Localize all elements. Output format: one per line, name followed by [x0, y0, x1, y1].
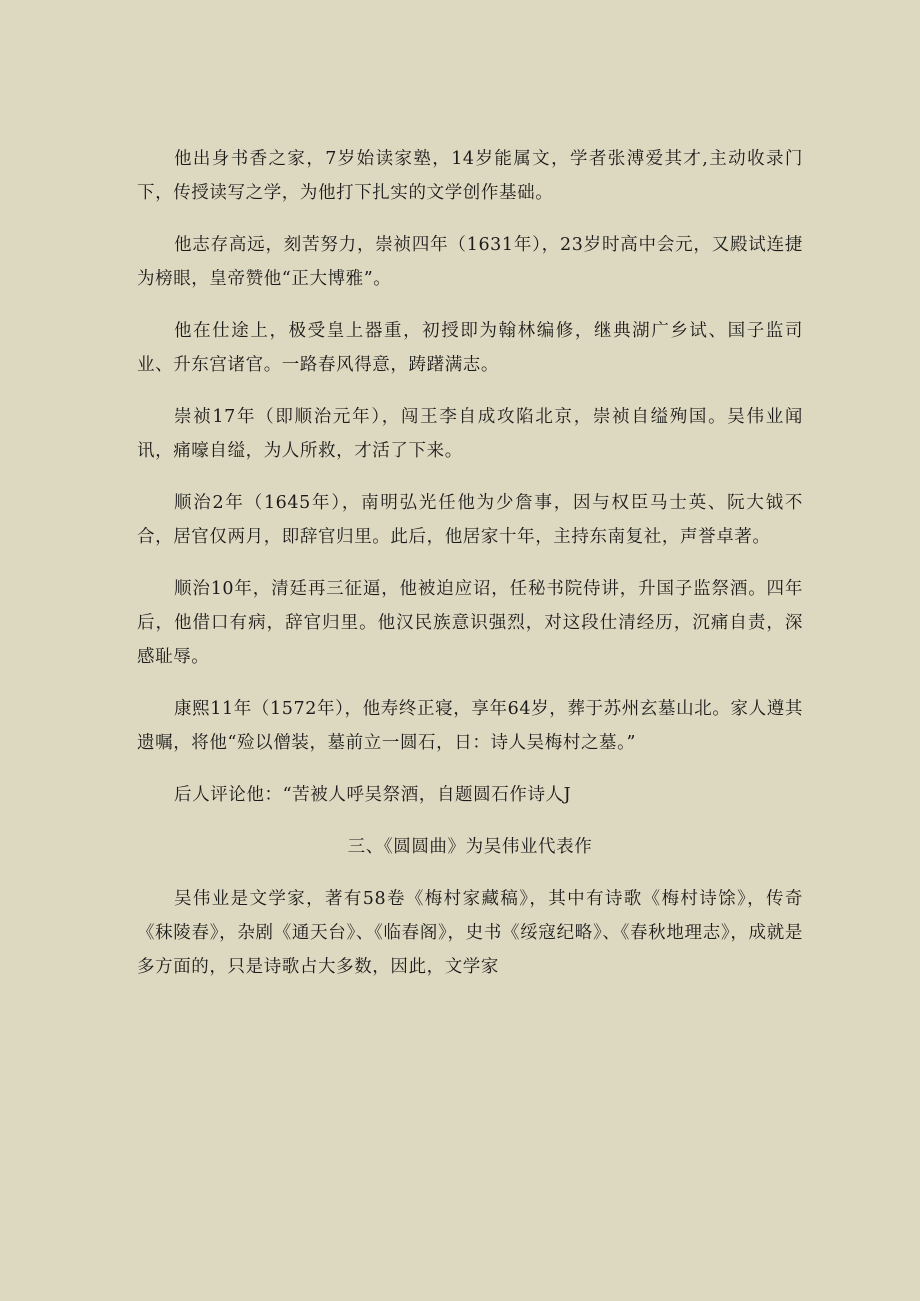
- paragraph-family-background: 他出身书香之家，7岁始读家塾，14岁能属文，学者张溥爱其才,主动收录门下，传授读写之学，为他打下扎实的文学创作基础。: [137, 149, 803, 203]
- paragraph-shunzhi-10: 顺治10年，清廷再三征逼，他被迫应诏，任秘书院侍讲，升国子监祭酒。四年后，他借口有病，辞官归里。他汉民族意识强烈，对这段仕清经历，沉痛自责，深感耻辱。: [137, 579, 803, 667]
- paragraph-official-career: 他在仕途上，极受皇上器重，初授即为翰林编修，继典湖广乡试、国子监司业、升东宫诸官。一路春风得意，踌躇满志。: [137, 321, 803, 375]
- document-page: [137, 142, 803, 1002]
- paragraph-fall-of-beijing: 崇祯17年（即顺治元年），闯王李自成攻陷北京，崇祯自缢殉国。吴伟业闻讯，痛嚎自缢，为人所救，才活了下来。: [137, 407, 803, 461]
- section-heading: 三、《圆圆曲》为吴伟业代表作: [347, 837, 593, 857]
- paragraph-later-comment: 后人评论他：“苦被人呼吴祭酒，自题圆石作诗人J: [174, 785, 572, 805]
- paragraph-literary-works: 吴伟业是文学家，著有58卷《梅村家藏稿》，其中有诗歌《梅村诗馀》，传奇《秣陵春》，杂剧《通天台》、《临春阁》，史书《绥寇纪略》、《春秋地理志》，成就是多方面的，只是诗歌占大多数，因此，文学家: [137, 889, 803, 977]
- paragraph-death: 康熙11年（1572年），他寿终正寝，享年64岁，葬于苏州玄墓山北。家人遵其遗嘱，将他“殓以僧装，墓前立一圆石，日：诗人吴梅村之墓。”: [137, 699, 803, 753]
- paragraph-imperial-exam: 他志存高远，刻苦努力，崇祯四年（1631年），23岁时高中会元，又殿试连捷为榜眼，皇帝赞他“正大博雅”。: [137, 235, 803, 289]
- paragraph-shunzhi-2: 顺治2年（1645年），南明弘光任他为少詹事，因与权臣马士英、阮大钺不合，居官仅两月，即辞官归里。此后，他居家十年，主持东南复社，声誉卓著。: [137, 493, 803, 547]
